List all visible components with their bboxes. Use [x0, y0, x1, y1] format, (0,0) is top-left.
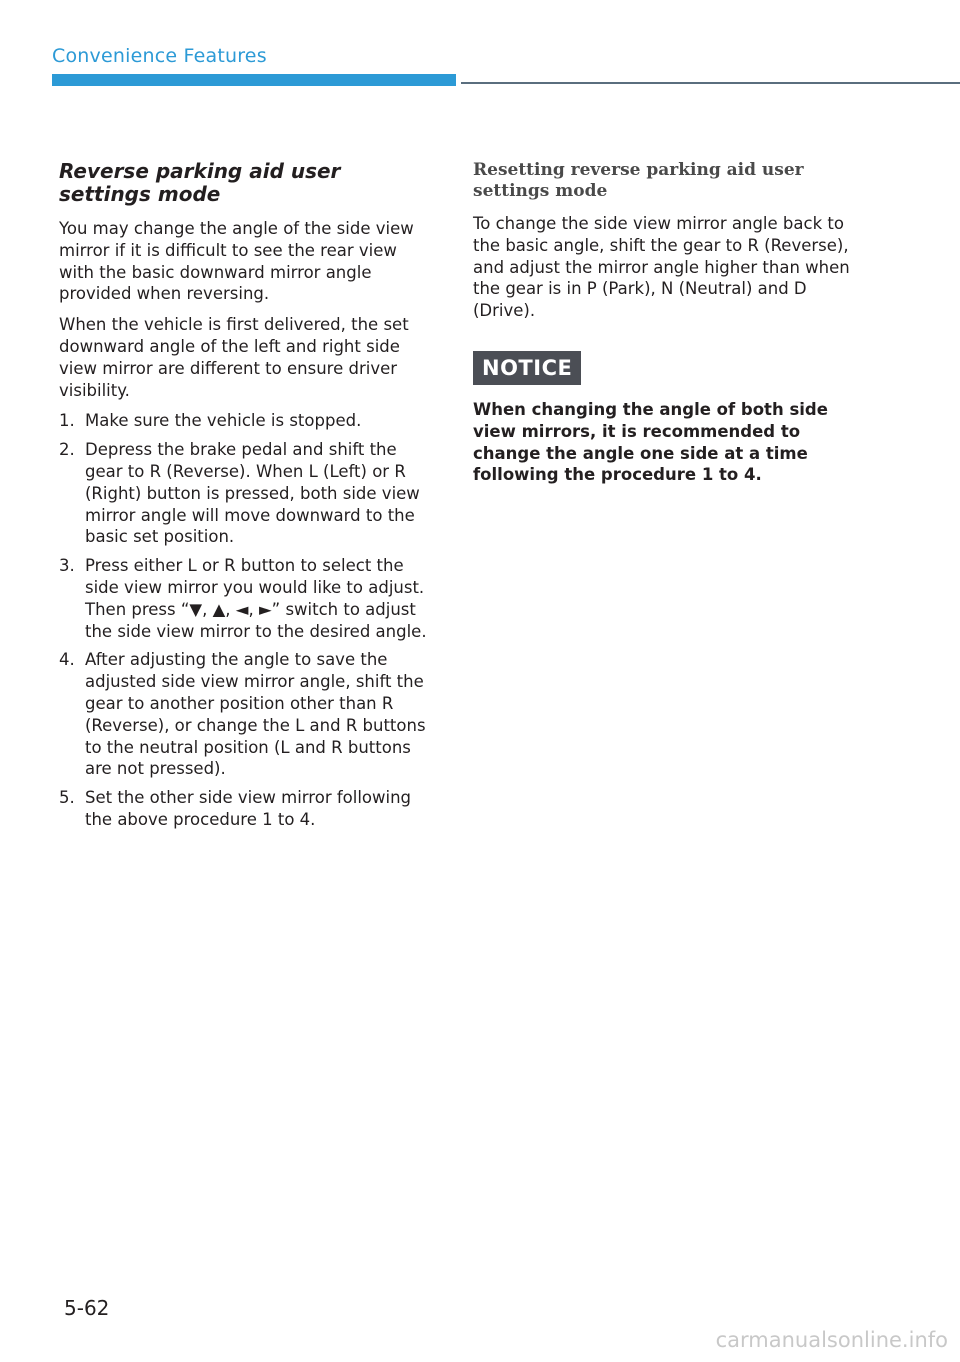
step-number: 5.	[59, 788, 75, 808]
left-column	[59, 160, 437, 838]
section-title: Convenience Features	[52, 45, 267, 67]
reset-mode-heading: Resetting reverse parking aid user settings mode	[473, 160, 804, 201]
list-item	[59, 649, 437, 780]
step-text: Set the other side view mirror following the above procedure 1 to 4.	[85, 788, 412, 829]
list-item	[59, 787, 437, 831]
intro-paragraph: You may change the angle of the side view mirror if it is difficult to see the rear view with the basic downward mirror angle provided when reversing.	[59, 219, 414, 304]
page-number: 5-62	[64, 1296, 110, 1320]
procedure-list	[59, 410, 437, 830]
list-item	[59, 439, 437, 548]
step-number: 1.	[59, 411, 75, 431]
notice-badge: NOTICE	[473, 351, 581, 385]
header-accent-bar	[52, 74, 456, 86]
notice-text: When changing the angle of both side view mirrors, it is recommended to change the angle one side at a time following the procedure 1 to 4.	[473, 399, 828, 485]
header-divider-line	[461, 82, 960, 84]
right-column	[473, 160, 853, 486]
step-number: 3.	[59, 556, 75, 576]
step-text: Make sure the vehicle is stopped.	[85, 411, 362, 431]
step-number: 4.	[59, 650, 75, 670]
step-number: 2.	[59, 440, 75, 460]
list-item	[59, 410, 437, 432]
step-text: After adjusting the angle to save the adjusted side view mirror angle, shift the gear to another position other than R (Reverse), or change the L and R buttons to the neutral position (L and R buttons are not pressed).	[85, 650, 426, 779]
list-item	[59, 555, 437, 642]
step-text: Press either L or R button to select the side view mirror you would like to adjust. Then press “▼, ▲, ◄, ►” switch to adjust the side view mirror to the desired angle.	[85, 556, 427, 641]
watermark: carmanualsonline.info	[715, 1328, 948, 1352]
reset-paragraph: To change the side view mirror angle back to the basic angle, shift the gear to R (Reverse), and adjust the mirror angle higher than when the gear is in P (Park), N (Neutral) and D (Drive).	[473, 214, 850, 321]
settings-mode-heading: Reverse parking aid user settings mode	[59, 159, 341, 206]
step-text: Depress the brake pedal and shift the gear to R (Reverse). When L (Left) or R (Right) button is pressed, both side view mirror angle will move downward to the basic set position.	[85, 440, 420, 547]
delivery-paragraph: When the vehicle is first delivered, the set downward angle of the left and right side view mirror are different to ensure driver visibility.	[59, 315, 409, 400]
